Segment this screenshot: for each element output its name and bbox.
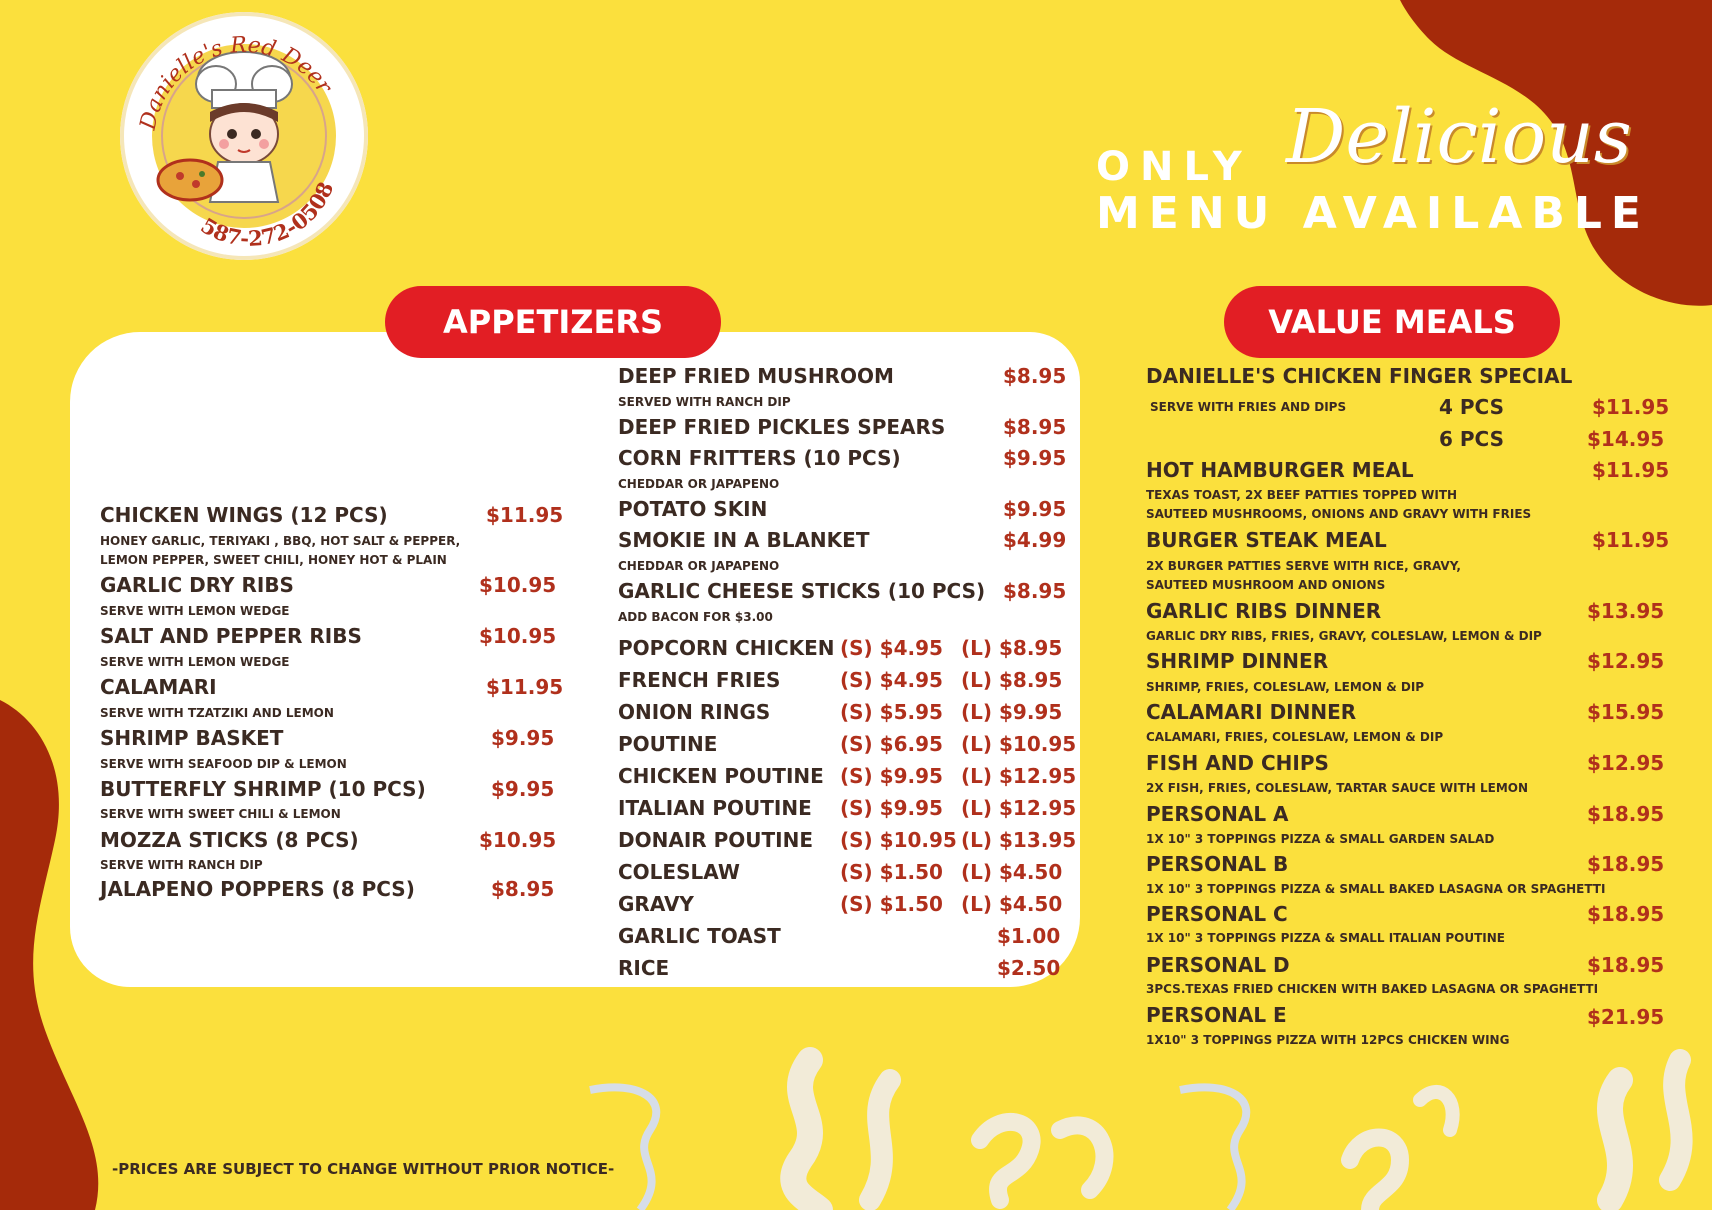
menu-item-desc: SAUTEED MUSHROOMS, ONIONS AND GRAVY WITH FRIES: [1146, 507, 1532, 521]
value-meals-title: VALUE MEALS: [1224, 286, 1560, 358]
menu-item-desc: CHEDDAR OR JAPAPENO: [618, 477, 780, 491]
menu-item-desc: CALAMARI, FRIES, COLESLAW, LEMON & DIP: [1146, 730, 1444, 744]
menu-item-price-small: (S) $4.95: [840, 668, 943, 692]
menu-item-desc: SERVE WITH SEAFOOD DIP & LEMON: [100, 757, 347, 771]
menu-item-desc: SHRIMP, FRIES, COLESLAW, LEMON & DIP: [1146, 680, 1425, 694]
menu-item-price-small: (S) $10.95: [840, 828, 957, 852]
menu-item-desc: SERVE WITH RANCH DIP: [100, 858, 263, 872]
menu-item-name: FRENCH FRIES: [618, 668, 781, 692]
menu-item-desc: HONEY GARLIC, TERIYAKI , BBQ, HOT SALT & PEPPER,: [100, 534, 461, 548]
menu-item-price: $1.00: [997, 924, 1061, 948]
decorative-swirls: [560, 1040, 1712, 1210]
menu-item-price-small: (S) $1.50: [840, 860, 943, 884]
menu-item-name: HOT HAMBURGER MEAL: [1146, 458, 1414, 482]
menu-item-name: DEEP FRIED PICKLES SPEARS: [618, 415, 946, 439]
headline-menu-available: MENU AVAILABLE: [1096, 188, 1650, 239]
menu-item-name: SHRIMP BASKET: [100, 726, 284, 750]
menu-item-desc: CHEDDAR OR JAPAPENO: [618, 559, 780, 573]
headline-delicious: Delicious: [1286, 94, 1632, 180]
menu-item-price: $11.95: [1592, 395, 1670, 419]
menu-item-price-large: (L) $4.50: [961, 860, 1063, 884]
menu-item-price: $12.95: [1587, 649, 1665, 673]
menu-item-name: ONION RINGS: [618, 700, 771, 724]
menu-item-name: CHICKEN WINGS (12 PCS): [100, 503, 388, 527]
menu-item-price: $11.95: [486, 503, 564, 527]
menu-item-price: $12.95: [1587, 751, 1665, 775]
menu-item-name: COLESLAW: [618, 860, 740, 884]
menu-item-desc: SERVE WITH LEMON WEDGE: [100, 604, 290, 618]
menu-item-desc: 3PCS.TEXAS FRIED CHICKEN WITH BAKED LASAGNA OR SPAGHETTI: [1146, 982, 1599, 996]
menu-item-name: DANIELLE'S CHICKEN FINGER SPECIAL: [1146, 364, 1573, 388]
menu-item-price: $8.95: [491, 877, 555, 901]
menu-item-price: $8.95: [1003, 579, 1067, 603]
menu-item-price-small: (S) $9.95: [840, 764, 943, 788]
svg-text:Danielle's Red Deer: Danielle's Red Deer: [135, 32, 337, 133]
menu-item-name: ITALIAN POUTINE: [618, 796, 812, 820]
menu-item-desc: 1X 10" 3 TOPPINGS PIZZA & SMALL ITALIAN POUTINE: [1146, 931, 1505, 945]
menu-item-desc: SERVE WITH TZATZIKI AND LEMON: [100, 706, 334, 720]
menu-item-price-large: (L) $10.95: [961, 732, 1077, 756]
headline: [1096, 94, 1656, 250]
menu-item-price-small: (S) $1.50: [840, 892, 943, 916]
menu-item-desc: 1X 10" 3 TOPPINGS PIZZA & SMALL GARDEN SALAD: [1146, 832, 1495, 846]
menu-item-price-large: (L) $13.95: [961, 828, 1077, 852]
headline-only: ONLY: [1096, 144, 1252, 190]
menu-item-name: PERSONAL E: [1146, 1003, 1287, 1027]
menu-item-name: DONAIR POUTINE: [618, 828, 814, 852]
menu-item-price: $8.95: [1003, 364, 1067, 388]
menu-item-desc: SERVE WITH SWEET CHILI & LEMON: [100, 807, 341, 821]
menu-item-price-small: (S) $5.95: [840, 700, 943, 724]
price-disclaimer: -PRICES ARE SUBJECT TO CHANGE WITHOUT PRIOR NOTICE-: [112, 1160, 615, 1178]
menu-item-desc: 1X10" 3 TOPPINGS PIZZA WITH 12PCS CHICKEN WING: [1146, 1033, 1510, 1047]
menu-item-name: CORN FRITTERS (10 PCS): [618, 446, 901, 470]
restaurant-logo: [120, 12, 368, 260]
menu-item-name: GARLIC RIBS DINNER: [1146, 599, 1382, 623]
menu-item-name: GARLIC DRY RIBS: [100, 573, 294, 597]
menu-item-price: $18.95: [1587, 953, 1665, 977]
menu-item-price: $10.95: [479, 624, 557, 648]
menu-item-desc: ADD BACON FOR $3.00: [618, 610, 773, 624]
menu-item-desc: 1X 10" 3 TOPPINGS PIZZA & SMALL BAKED LASAGNA OR SPAGHETTI: [1146, 882, 1606, 896]
menu-item-name: SMOKIE IN A BLANKET: [618, 528, 870, 552]
menu-item-name: SALT AND PEPPER RIBS: [100, 624, 362, 648]
menu-item-desc: SERVE WITH FRIES AND DIPS: [1150, 400, 1347, 414]
menu-item-price: $11.95: [486, 675, 564, 699]
menu-item-name: POTATO SKIN: [618, 497, 768, 521]
menu-item-price: $10.95: [479, 828, 557, 852]
menu-item-name: PERSONAL D: [1146, 953, 1290, 977]
menu-item-price: $11.95: [1592, 528, 1670, 552]
menu-item-name: GARLIC TOAST: [618, 924, 781, 948]
menu-item-price: $10.95: [479, 573, 557, 597]
menu-item-name: POUTINE: [618, 732, 718, 756]
menu-item-price: $18.95: [1587, 802, 1665, 826]
menu-item-price-large: (L) $12.95: [961, 796, 1077, 820]
appetizers-title: APPETIZERS: [385, 286, 721, 358]
menu-item-price: $18.95: [1587, 852, 1665, 876]
menu-item-price: $9.95: [1003, 497, 1067, 521]
menu-item-name: SHRIMP DINNER: [1146, 649, 1329, 673]
menu-item-price-large: (L) $9.95: [961, 700, 1063, 724]
menu-item-name: MOZZA STICKS (8 PCS): [100, 828, 359, 852]
menu-item-price: $2.50: [997, 956, 1061, 980]
menu-item-price: $21.95: [1587, 1005, 1665, 1029]
menu-item-name: CALAMARI DINNER: [1146, 700, 1357, 724]
menu-item-name: PERSONAL C: [1146, 902, 1288, 926]
menu-item-desc: SERVED WITH RANCH DIP: [618, 395, 791, 409]
menu-item-name: RICE: [618, 956, 670, 980]
menu-item-name: GRAVY: [618, 892, 694, 916]
menu-item-name: BURGER STEAK MEAL: [1146, 528, 1387, 552]
menu-item-name: CHICKEN POUTINE: [618, 764, 824, 788]
menu-item-desc: GARLIC DRY RIBS, FRIES, GRAVY, COLESLAW, LEMON & DIP: [1146, 629, 1542, 643]
menu-item-name: PERSONAL A: [1146, 802, 1289, 826]
menu-item-price-large: (L) $8.95: [961, 636, 1063, 660]
menu-item-name: PERSONAL B: [1146, 852, 1289, 876]
menu-item-name: JALAPENO POPPERS (8 PCS): [100, 877, 415, 901]
option-qty: 4 PCS: [1439, 395, 1504, 419]
menu-item-price-small: (S) $6.95: [840, 732, 943, 756]
menu-item-name: BUTTERFLY SHRIMP (10 PCS): [100, 777, 426, 801]
menu-item-name: POPCORN CHICKEN: [618, 636, 835, 660]
menu-item-price-small: (S) $4.95: [840, 636, 943, 660]
menu-item-desc: 2X FISH, FRIES, COLESLAW, TARTAR SAUCE WITH LEMON: [1146, 781, 1529, 795]
menu-item-price: $13.95: [1587, 599, 1665, 623]
menu-item-desc: TEXAS TOAST, 2X BEEF PATTIES TOPPED WITH: [1146, 488, 1458, 502]
menu-item-name: GARLIC CHEESE STICKS (10 PCS): [618, 579, 986, 603]
menu-item-name: FISH AND CHIPS: [1146, 751, 1329, 775]
menu-item-price-small: (S) $9.95: [840, 796, 943, 820]
menu-item-price-large: (L) $4.50: [961, 892, 1063, 916]
menu-item-desc: SAUTEED MUSHROOM AND ONIONS: [1146, 578, 1386, 592]
menu-item-name: DEEP FRIED MUSHROOM: [618, 364, 894, 388]
menu-item-price: $15.95: [1587, 700, 1665, 724]
menu-item-price: $18.95: [1587, 902, 1665, 926]
menu-item-price: $14.95: [1587, 427, 1665, 451]
svg-text:587-272-0508: 587-272-0508: [196, 177, 339, 252]
menu-item-price: $4.99: [1003, 528, 1067, 552]
menu-item-price: $8.95: [1003, 415, 1067, 439]
menu-item-price: $11.95: [1592, 458, 1670, 482]
menu-item-price-large: (L) $12.95: [961, 764, 1077, 788]
option-qty: 6 PCS: [1439, 427, 1504, 451]
menu-item-desc: LEMON PEPPER, SWEET CHILI, HONEY HOT & PLAIN: [100, 553, 447, 567]
menu-item-price-large: (L) $8.95: [961, 668, 1063, 692]
menu-item-desc: SERVE WITH LEMON WEDGE: [100, 655, 290, 669]
menu-item-name: CALAMARI: [100, 675, 217, 699]
menu-item-desc: 2X BURGER PATTIES SERVE WITH RICE, GRAVY,: [1146, 559, 1461, 573]
logo-phone-text: [120, 12, 368, 260]
menu-item-price: $9.95: [491, 777, 555, 801]
menu-item-price: $9.95: [491, 726, 555, 750]
menu-item-price: $9.95: [1003, 446, 1067, 470]
